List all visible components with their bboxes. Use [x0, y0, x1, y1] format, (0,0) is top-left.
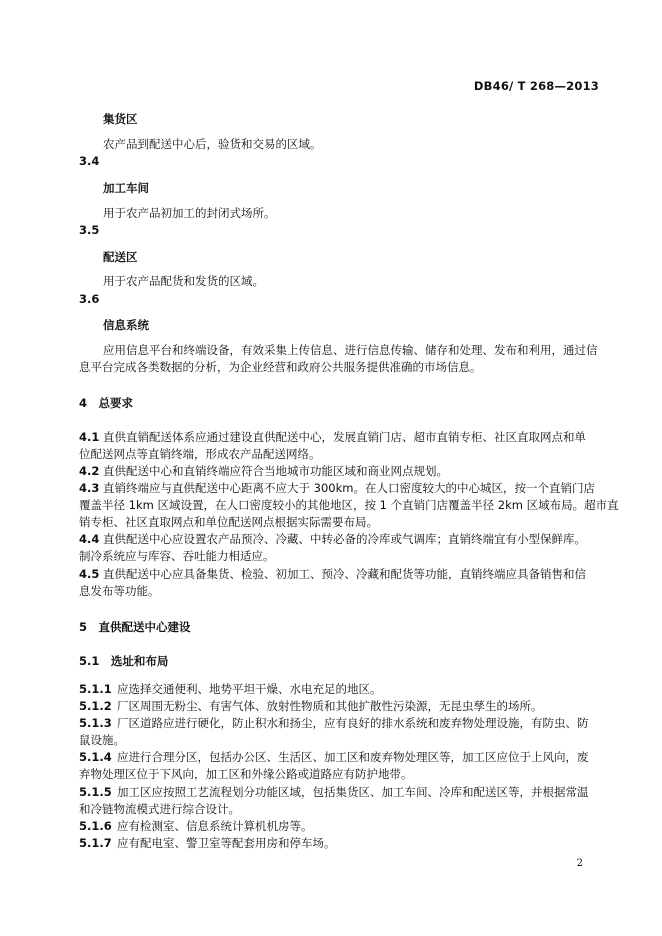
- subsection-heading: 5.1 选址和布局: [79, 654, 169, 668]
- clause-text: 鼠设施。: [79, 733, 125, 747]
- term-definition: 用于农产品配货和发货的区域。: [103, 274, 264, 288]
- clause-text: 厂区周围无粉尘、有害气体、放射性物质和其他扩散性污染源，无昆虫孳生的场所。: [117, 699, 543, 713]
- clause-number: 3.6: [79, 292, 100, 306]
- clause-text: 直销终端应与直供配送中心距离不应大于 300km。在人口密度较大的中心城区，按一个直销门店: [103, 481, 595, 495]
- clause-text: 销专柜、社区直取网点和单位配送网点根据实际需要布局。: [79, 515, 378, 529]
- document-id-header: DB46/ T 268—2013: [473, 79, 599, 93]
- term-title: 加工车间: [103, 181, 149, 195]
- clause-text: 直供配送中心应设置农产品预冷、冷藏、中转必备的冷库或气调库；直销终端宜有小型保鲜库。: [103, 532, 586, 546]
- clause-number: 4.5: [79, 567, 100, 581]
- term-title: 信息系统: [103, 318, 149, 332]
- clause-text: 直供配送中心应具备集货、检验、初加工、预冷、冷藏和配货等功能，直销终端应具备销售和信: [103, 567, 586, 581]
- clause-text: 应选择交通便利、地势平坦干燥、水电充足的地区。: [117, 682, 382, 696]
- clause-number: 5.1.2: [79, 699, 112, 713]
- clause-text: 应进行合理分区，包括办公区、生活区、加工区和废弃物处理区等，加工区应位于上风向，废: [117, 750, 589, 764]
- clause-text: 息发布等功能。: [79, 584, 160, 598]
- term-title: 配送区: [103, 250, 138, 264]
- clause-number: 5.1.3: [79, 716, 112, 730]
- term-definition: 农产品到配送中心后，验货和交易的区域。: [103, 137, 322, 151]
- section-heading: 5 直供配送中心建设: [79, 620, 191, 634]
- clause-text: 和冷链物流模式进行综合设计。: [79, 802, 240, 816]
- clause-text: 直供配送中心和直销终端应符合当地城市功能区域和商业网点规划。: [103, 464, 448, 478]
- clause-number: 5.1.7: [79, 836, 112, 850]
- clause-number: 4.2: [79, 464, 100, 478]
- clause-number: 5.1.1: [79, 682, 112, 696]
- clause-text: 加工区应按照工艺流程划分功能区域，包括集货区、加工车间、冷库和配送区等，并根据常温: [117, 785, 589, 799]
- clause-number: 5.1.5: [79, 785, 112, 799]
- clause-number: 3.5: [79, 223, 100, 237]
- clause-text: 直供直销配送体系应通过建设直供配送中心，发展直销门店、超市直销专柜、社区直取网点和单: [103, 430, 586, 444]
- clause-text: 位配送网点等直销终端，形成农产品配送网络。: [79, 447, 321, 461]
- clause-number: 3.4: [79, 154, 100, 168]
- clause-text: 制冷系统应与库容、吞吐能力相适应。: [79, 549, 275, 563]
- term-definition: 应用信息平台和终端设备，有效采集上传信息、进行信息传输、储存和处理、发布和利用，通过信: [103, 343, 598, 357]
- clause-text: 弃物处理区位于下风向，加工区和外缘公路或道路应有防护地带。: [79, 767, 413, 781]
- page-number: 2: [576, 858, 583, 869]
- term-definition: 用于农产品初加工的封闭式场所。: [103, 206, 276, 220]
- clause-text: 厂区道路应进行硬化，防止积水和扬尘，应有良好的排水系统和废弃物处理设施，有防虫、防: [117, 716, 589, 730]
- section-heading: 4 总要求: [79, 396, 134, 410]
- clause-text: 应有配电室、警卫室等配套用房和停车场。: [117, 836, 336, 850]
- clause-text: 覆盖半径 1km 区域设置，在人口密度较小的其他地区，按 1 个直销门店覆盖半径 2km 区域布局。超市直: [79, 498, 619, 512]
- term-title: 集货区: [103, 112, 138, 126]
- clause-number: 4.1: [79, 430, 100, 444]
- clause-number: 5.1.4: [79, 750, 112, 764]
- term-definition: 息平台完成各类数据的分析，为企业经营和政府公共服务提供准确的市场信息。: [79, 360, 482, 374]
- clause-number: 5.1.6: [79, 819, 112, 833]
- clause-number: 4.3: [79, 481, 100, 495]
- clause-text: 应有检测室、信息系统计算机机房等。: [117, 819, 313, 833]
- clause-number: 4.4: [79, 532, 100, 546]
